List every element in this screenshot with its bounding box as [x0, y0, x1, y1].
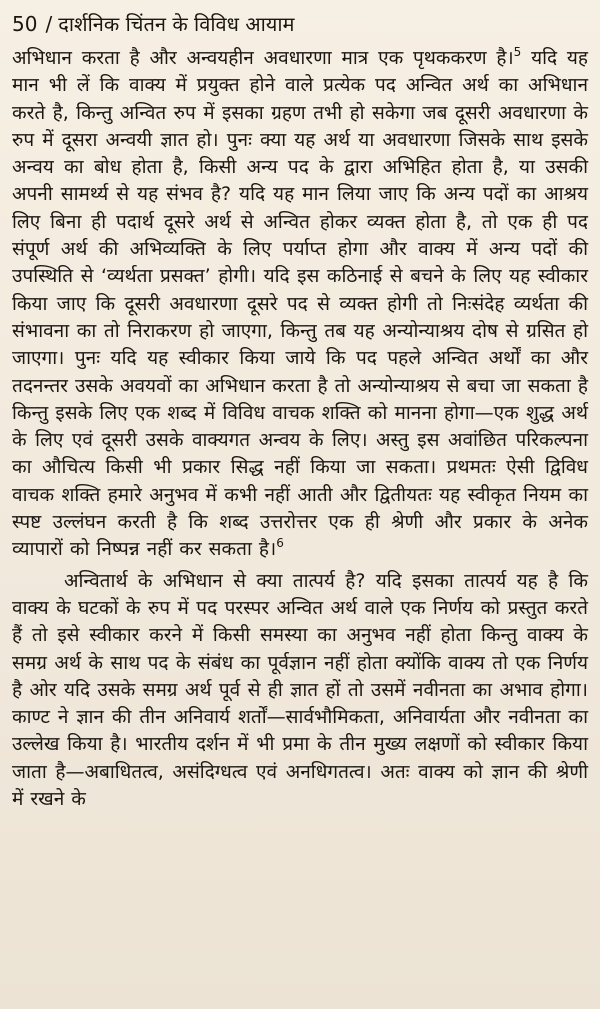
paragraph-1-text-start: अभिधान करता है और अन्वयहीन अवधारणा मात्र एक पृथककरण है।: [12, 47, 514, 69]
footnote-marker-6: 6: [276, 536, 284, 551]
running-header: [12, 11, 588, 37]
body-text: [12, 45, 588, 813]
header-separator: /: [45, 12, 53, 36]
paragraph-2-text: अन्वितार्थ के अभिधान से क्या तात्पर्य है? यदि इसका तात्पर्य यह है कि वाक्य के घटकों के रुप में पद परस्पर अन्वित अर्थ वाले एक निर्णय को प्रस्तुत करते हैं तो इसे स्वीकार करने में किसी समस्या का अनुभव नहीं होता किन्तु वाक्य के समग्र अर्थ के साथ पद के संबंध का पूर्वज्ञान नहीं होता क्योंकि वाक्य तो एक निर्णय है ओर यदि उसके समग्र अर्थ पूर्व से ही ज्ञात हों तो उसमें नवीनता का अभाव होगा। काण्ट ने ज्ञान की तीन अनिवार्य शर्तों—सार्वभौमिकता, अनिवार्यता और नवीनता का उल्लेख किया है। भारतीय दर्शन में भी प्रमा के तीन मुख्य लक्षणों को स्वीकार किया जाता है—अबाधितत्व, असंदिग्धत्व एवं अनधिगतत्व। अतः वाक्य को ज्ञान की श्रेणी में रखने के: [12, 569, 588, 811]
footnote-marker-5: 5: [513, 45, 522, 59]
page-number: 50: [12, 12, 38, 36]
paragraph-1-text-rest: यदि यह मान भी लें कि वाक्य में प्रयुक्त होने वाले प्रत्येक पद अन्वित अर्थ का अभिधान करते है, किन्तु अन्वित रुप में इसका ग्रहण तभी हो सकेगा जब दूसरी अवधारणा के रुप में दूसरा अन्वयी ज्ञात हो। पुनः क्या यह अर्थ या अवधारणा जिसके साथ इसके अन्वय का बोध होता है, किसी अन्य पद के द्वारा अभिहित होता है, या उसकी अपनी सामर्थ्य से यह संभव है? यदि यह मान लिया जाए कि अन्य पदों का आश्रय लिए बिना ही पदार्थ दूसरे अर्थ से अन्वित होकर व्यक्त होता है, तो एक ही पद संपूर्ण अर्थ की अभिव्यक्ति के लिए पर्याप्त होगा और वाक्य में अन्य पदों की उपस्थिति से ‘व्यर्थता प्रसक्त’ होगी। यदि इस कठिनाई से बचने के लिए यह स्वीकार किया जाए कि दूसरी अवधारणा दूसरे पद से व्यक्त होगी तो निःसंदेह व्यर्थता की संभावना का तो निराकरण हो जाएगा, किन्तु तब यह अन्योन्याश्रय दोष से ग्रसित हो जाएगा। पुनः यदि यह स्वीकार किया जाये कि पद पहले अन्वित अर्थों का और तदनन्तर उसके अवयवों का अभिधान करता है तो अन्योन्याश्रय से बचा जा सकता है किन्तु इसके लिए एक शब्द में विविध वाचक शक्ति को मानना होगा—एक शुद्ध अर्थ के लिए एवं दूसरी उसके वाक्यगत अन्वय के लिए। अस्तु इस अवांछित परिकल्पना का औचित्य किसी भी प्रकार सिद्ध नहीं किया जा सकता। प्रथमतः ऐसी द्विविध वाचक शक्ति हमारे अनुभव में कभी नहीं आती और द्वितीयतः यह स्वीकृत नियम का स्पष्ट उल्लंघन करती है कि शब्द उत्तरोत्तर एक ही श्रेणी और प्रकार के अनेक व्यापारों को निष्पन्न नहीं कर सकता है।: [12, 47, 589, 561]
paragraph-1: [12, 45, 588, 564]
paragraph-2: [12, 568, 588, 814]
book-title: दार्शनिक चिंतन के विविध आयाम: [58, 12, 295, 36]
